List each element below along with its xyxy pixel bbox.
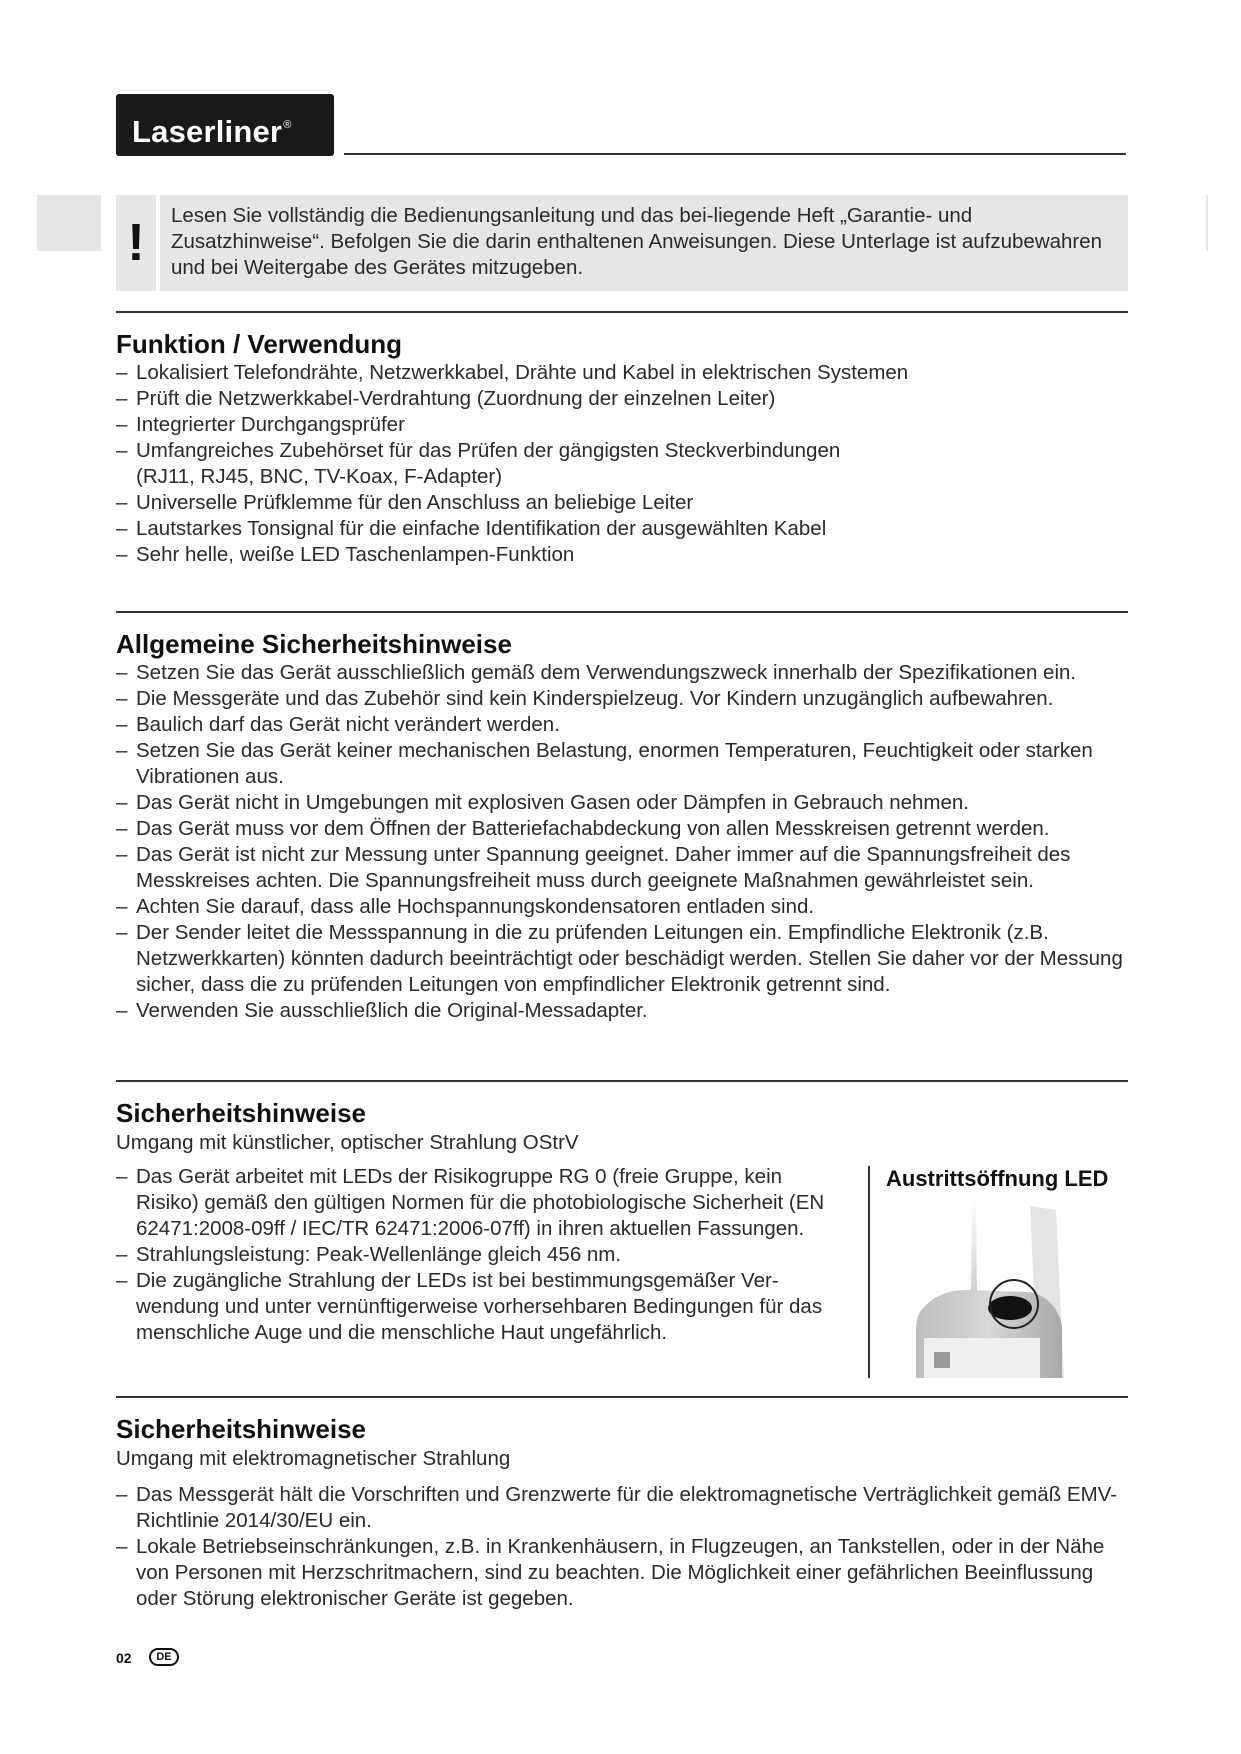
section-divider bbox=[116, 611, 1128, 613]
function-list bbox=[116, 360, 1128, 568]
optical-safety-section bbox=[116, 1097, 856, 1346]
optical-safety-title: Sicherheitshinweise bbox=[116, 1098, 366, 1128]
list-item: – Das Gerät nicht in Umgebungen mit explosiven Gasen oder Dämpfen in Gebrauch nehmen. bbox=[116, 790, 1128, 816]
side-tab-marker bbox=[37, 195, 101, 251]
list-item: – Die Messgeräte und das Zubehör sind kein Kinderspielzeug. Vor Kindern unzugänglich aufbewahren. bbox=[116, 686, 1128, 712]
list-item: – Das Messgerät hält die Vorschriften und Grenzwerte für die elektromagnetische Verträglichkeit gemäß EMV-Richtlinie 2014/30/EU ein. bbox=[116, 1482, 1128, 1534]
registered-mark: ® bbox=[283, 119, 292, 131]
list-item: – Verwenden Sie ausschließlich die Original-Messadapter. bbox=[116, 998, 1128, 1024]
em-safety-subtitle: Umgang mit elektromagnetischer Strahlung bbox=[116, 1447, 511, 1470]
header-rule bbox=[344, 153, 1126, 155]
list-item: – Sehr helle, weiße LED Taschenlampen-Funktion bbox=[116, 542, 1128, 568]
list-item: – Das Gerät ist nicht zur Messung unter Spannung geeignet. Daher immer auf die Spannungsfreiheit des Messkreises achten. Die Spannungsfreiheit muss durch geeignete Maßnahmen gewährleistet sein. bbox=[116, 842, 1128, 894]
em-safety-title: Sicherheitshinweise bbox=[116, 1414, 366, 1444]
function-section bbox=[116, 328, 1128, 568]
list-item: – Die zugängliche Strahlung der LEDs ist bei bestimmungsgemäßer Ver-wendung und unter vernünftigerweise vorhersehbaren Bedingungen für das menschliche Auge und die menschliche Haut ungefährlich. bbox=[116, 1268, 836, 1346]
function-title: Funktion / Verwendung bbox=[116, 329, 402, 359]
list-item: – Achten Sie darauf, dass alle Hochspannungskondensatoren entladen sind. bbox=[116, 894, 1128, 920]
list-item: – Integrierter Durchgangsprüfer bbox=[116, 412, 1128, 438]
laserliner-logo bbox=[116, 94, 334, 156]
general-safety-title: Allgemeine Sicherheitshinweise bbox=[116, 629, 512, 659]
section-divider bbox=[116, 311, 1128, 313]
em-safety-list bbox=[116, 1482, 1128, 1612]
notice-text: Lesen Sie vollständig die Bedienungsanleitung und das bei-liegende Heft „Garantie- und Zusatzhinweise“. Befolgen Sie die darin enthaltenen Anweisungen. Diese Unterlage ist aufzubewahren und bei Weitergabe des Gerätes mitzugeben. bbox=[171, 204, 1103, 279]
list-item: – Strahlungsleistung: Peak-Wellenlänge gleich 456 nm. bbox=[116, 1242, 836, 1268]
list-item: – Setzen Sie das Gerät ausschließlich gemäß dem Verwendungszweck innerhalb der Spezifikationen ein. bbox=[116, 660, 1128, 686]
list-item: – Baulich darf das Gerät nicht verändert werden. bbox=[116, 712, 1128, 738]
led-figure bbox=[868, 1166, 1132, 1378]
list-item: – Lautstarkes Tonsignal für die einfache Identifikation der ausgewählten Kabel bbox=[116, 516, 1128, 542]
read-instructions-notice bbox=[160, 195, 1128, 291]
exclamation-icon: ! bbox=[116, 195, 156, 291]
section-divider bbox=[116, 1396, 1128, 1398]
logo-text: Laserliner bbox=[132, 114, 283, 149]
probe-antenna bbox=[971, 1200, 977, 1292]
page-number: 02 bbox=[116, 1650, 132, 1666]
general-safety-section bbox=[116, 628, 1128, 1024]
list-item: – Prüft die Netzwerkkabel-Verdrahtung (Zuordnung der einzelnen Leiter) bbox=[116, 386, 1128, 412]
list-item: – Umfangreiches Zubehörset für das Prüfen der gängigsten Steckverbindungen (RJ11, RJ45, BNC, TV-Koax, F-Adapter) bbox=[116, 438, 896, 490]
led-figure-title: Austrittsöffnung LED bbox=[886, 1166, 1109, 1191]
list-item: – Lokale Betriebseinschränkungen, z.B. in Krankenhäusern, in Flugzeugen, an Tankstellen, oder in der Nähe von Personen mit Herzschritmachern, sind zu beachten. Die Möglichkeit einer gefährlichen Beeinflussung oder Störung elektronischer Geräte ist gegeben. bbox=[116, 1534, 1128, 1612]
device-port bbox=[934, 1352, 950, 1368]
general-safety-list bbox=[116, 660, 1128, 1024]
list-item: – Setzen Sie das Gerät keiner mechanischen Belastung, enormen Temperaturen, Feuchtigkeit oder starken Vibrationen aus. bbox=[116, 738, 1096, 790]
list-item: – Das Gerät muss vor dem Öffnen der Batteriefachabdeckung von allen Messkreisen getrennt werden. bbox=[116, 816, 1128, 842]
optical-safety-subtitle: Umgang mit künstlicher, optischer Strahlung OStrV bbox=[116, 1131, 579, 1154]
side-edge-marker bbox=[1206, 195, 1208, 251]
list-item: – Das Gerät arbeitet mit LEDs der Risikogruppe RG 0 (freie Gruppe, kein Risiko) gemäß den gültigen Normen für die photobiologische Sicherheit (EN 62471:2008-09ff / IEC/TR 62471:2006-07ff) in ihren aktuellen Fassungen. bbox=[116, 1164, 836, 1242]
optical-safety-list bbox=[116, 1164, 836, 1346]
language-badge: DE bbox=[149, 1648, 179, 1666]
led-aperture-illustration bbox=[880, 1200, 1132, 1378]
em-safety-section bbox=[116, 1413, 1128, 1612]
section-divider bbox=[116, 1080, 1128, 1082]
list-item: – Lokalisiert Telefondrähte, Netzwerkkabel, Drähte und Kabel in elektrischen Systemen bbox=[116, 360, 1128, 386]
list-item: – Universelle Prüfklemme für den Anschluss an beliebige Leiter bbox=[116, 490, 1128, 516]
list-item: – Der Sender leitet die Messspannung in die zu prüfenden Leitungen ein. Empfindliche Elektronik (z.B. Netzwerkkarten) könnten dadurch beeinträchtigt oder beschädigt werden. Stellen Sie daher vor der Messung sicher, dass die zu prüfenden Leitungen von empfindlicher Elektronik getrennt sind. bbox=[116, 920, 1128, 998]
